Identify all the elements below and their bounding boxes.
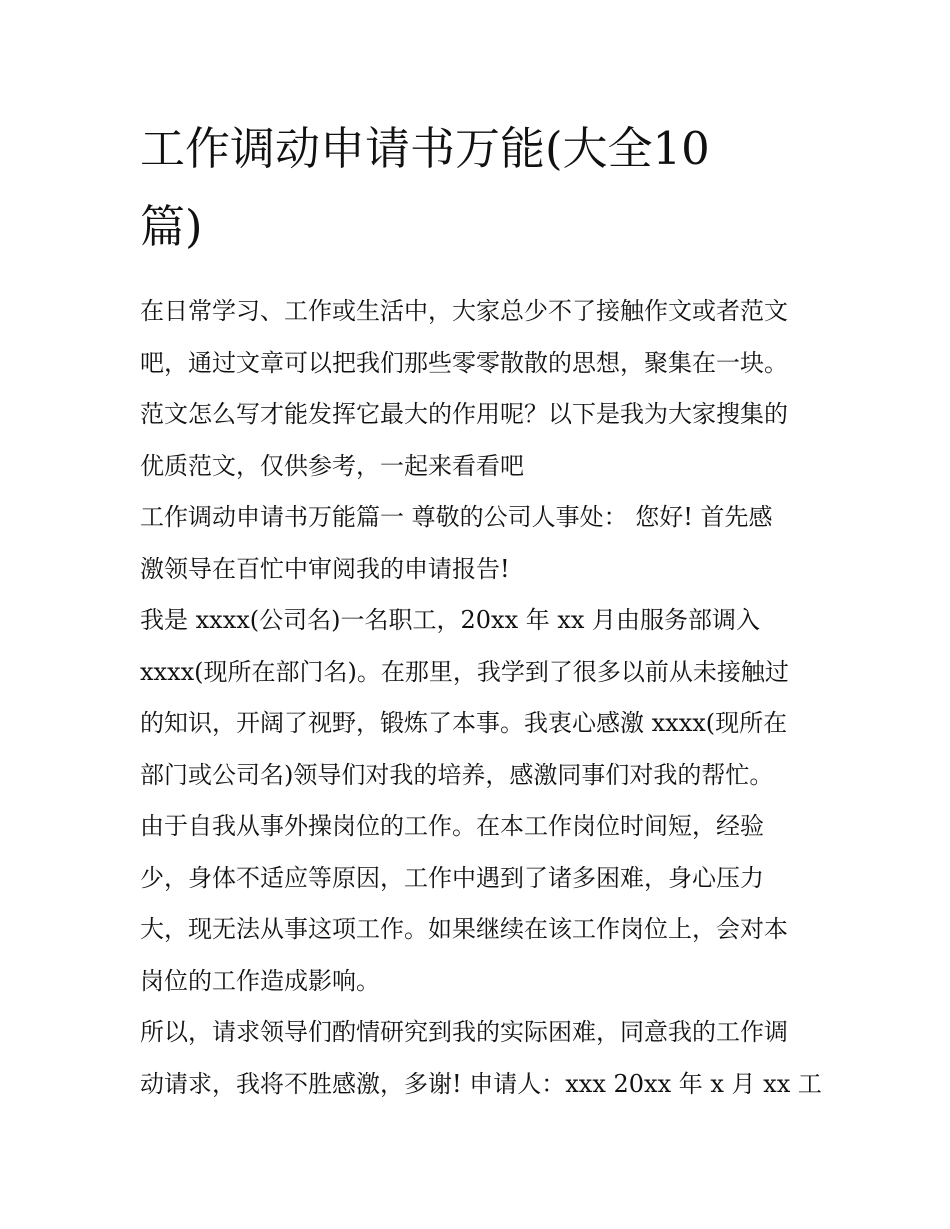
intro-paragraph: [140, 286, 812, 492]
document-page: [140, 110, 822, 1110]
closing-paragraph: [140, 1007, 822, 1110]
text-line: 所以，请求领导们酌情研究到我的实际困难，同意我的工作调: [140, 1018, 788, 1046]
text-line: 吧，通过文章可以把我们那些零零散散的思想，聚集在一块。: [140, 348, 788, 377]
text-line: 部门或公司名)领导们对我的培养，感激同事们对我的帮忙。: [140, 760, 774, 789]
greeting-paragraph: [140, 492, 812, 595]
text-line: 我是 xxxx(公司名)一名职工，20xx 年 xx 月由服务部调入: [140, 606, 761, 634]
text-line: 少，身体不适应等原因，工作中遇到了诸多困难，身心压力: [140, 863, 764, 892]
title-line-1: 工作调动申请书万能(大全10: [140, 122, 710, 175]
text-line: 大，现无法从事这项工作。如果继续在该工作岗位上，会对本: [140, 915, 788, 943]
text-line: 由于自我从事外操岗位的工作。在本工作岗位时间短，经验: [140, 812, 764, 840]
text-line: 的知识，开阔了视野，锻炼了本事。我衷心感激 xxxx(现所在: [140, 709, 788, 737]
text-line: 激领导在百忙中审阅我的申请报告!: [140, 554, 510, 583]
text-line: 优质范文，仅供参考，一起来看看吧: [140, 451, 524, 480]
document-body: [140, 286, 822, 1110]
text-line: 在日常学习、工作或生活中，大家总少不了接触作文或者范文: [140, 297, 788, 325]
text-line: 范文怎么写才能发挥它最大的作用呢？以下是我为大家搜集的: [140, 400, 788, 428]
text-line: xxxx(现所在部门名)。在那里，我学到了很多以前从未接触过: [140, 657, 789, 686]
text-line: 工作调动申请书万能篇一 尊敬的公司人事处： 您好! 首先感: [140, 503, 773, 531]
text-line: 岗位的工作造成影响。: [140, 966, 380, 995]
title-line-2: 篇): [140, 200, 203, 253]
main-paragraph: [140, 595, 812, 1007]
document-title: [140, 110, 812, 266]
text-line: 动请求，我将不胜感激，多谢! 申请人：xxx 20xx 年 x 月 xx 工: [140, 1069, 822, 1098]
